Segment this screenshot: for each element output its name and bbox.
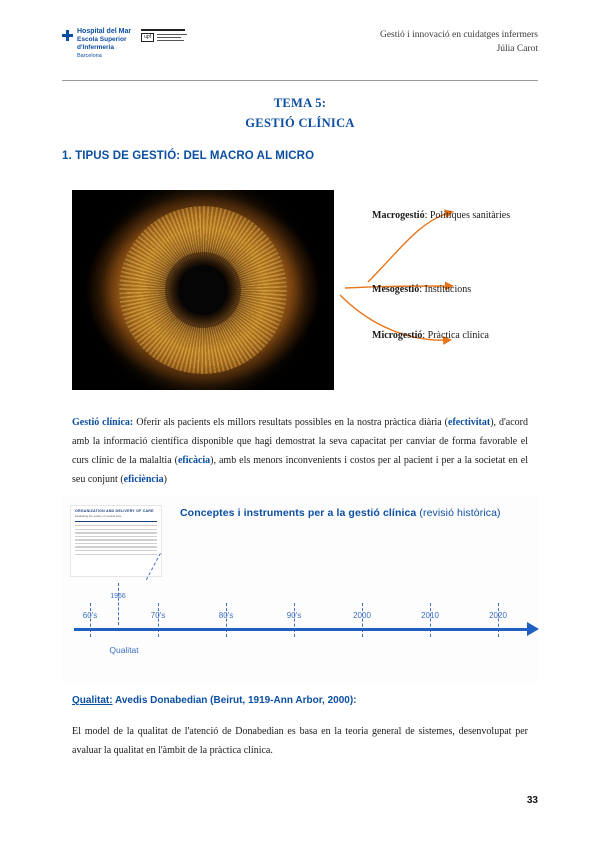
timeline-title-light: (revisió històrica) [419, 507, 501, 519]
timeline-tick-2010: 2010 [421, 611, 439, 620]
definition-rest-3: ), amb els menors inconvenients i costos per al pacient i per a la societat en el seu conjunt ( [72, 455, 528, 485]
qualitat-heading-rest: Avedis Donabedian (Beirut, 1919-Ann Arbor, 2000): [112, 695, 357, 706]
page-number: 33 [526, 795, 538, 806]
timeline-tick-mark-7 [498, 603, 499, 637]
timeline-axis-arrow-icon [527, 622, 539, 636]
timeline-tick-mark-4 [294, 603, 295, 637]
timeline-tick-90s: 90's [286, 611, 302, 620]
definition-hl-eficacia: eficàcia [177, 455, 211, 466]
timeline-figure [62, 497, 538, 682]
definition-hl-eficiencia: eficiència [123, 474, 164, 485]
definition-hl-efectivitat: efectivitat [448, 417, 491, 428]
page-title-line1: TEMA 5: [273, 96, 327, 110]
timeline-tick-70s: 70's [150, 611, 166, 620]
callout-macrogestio [372, 206, 542, 225]
timeline-axis [74, 628, 528, 631]
callout-mesogestio [372, 280, 542, 299]
definition-rest-4: ) [163, 474, 167, 485]
timeline-tick-mark-5 [362, 603, 363, 637]
page-title [62, 93, 538, 133]
hospital-logo-line4: Barcelona [77, 53, 102, 59]
section-heading: 1. TIPUS DE GESTIÓ: DEL MACRO AL MICRO [62, 150, 315, 162]
hospital-logo-line2: Escola Superior [77, 36, 127, 43]
thumbnail-rule [75, 521, 157, 522]
header-divider [62, 80, 538, 81]
hospital-logo-text [77, 28, 131, 60]
medical-cross-icon [62, 30, 73, 41]
hospital-del-mar-logo [62, 28, 131, 60]
header-author: Júlia Carot [496, 44, 538, 54]
thumbnail-body-lines [71, 525, 161, 555]
thumbnail-title: ORGANIZATION AND DELIVERY OF CARE [75, 509, 154, 513]
timeline-connector-1966 [118, 583, 119, 625]
callout-macrogestio-text: : Polítiques sanitàries [424, 210, 511, 221]
timeline-event-1966: 1966 [110, 593, 126, 600]
timeline-tick-mark-3 [226, 603, 227, 637]
iris [119, 206, 287, 374]
definition-rest-2: ), d'acord amb la informació científica disponible que hagi demostrat la seva capacitat per canviar de forma favorable el curs clínic de la malaltia ( [72, 417, 528, 466]
header-course-title: Gestió i innovació en cuidatges infermers [379, 30, 538, 40]
callout-microgestio-text: : Pràctica clínica [422, 330, 489, 341]
timeline-title [180, 507, 501, 519]
callout-microgestio-term: Microgestió [372, 330, 423, 341]
header-course-info [380, 28, 538, 56]
timeline-tick-mark-1 [90, 603, 91, 637]
eye-photo-figure [72, 190, 334, 390]
definition-paragraph [72, 413, 528, 489]
callout-mesogestio-term: Mesogestió [372, 284, 420, 295]
definition-lead: Gestió clínica: [72, 417, 134, 428]
upf-logo [141, 28, 187, 42]
timeline-tick-mark-2 [158, 603, 159, 637]
upf-logo-row [141, 33, 187, 42]
definition-rest-1: Oferir als pacients els millors resultats possibles en la nostra pràctica diària ( [133, 417, 449, 428]
callout-macrogestio-term: Macrogestió [372, 210, 425, 221]
page-header [62, 28, 538, 74]
upf-logo-bar [141, 29, 185, 31]
qualitat-heading-label: Qualitat: [72, 695, 113, 706]
timeline-tick-60s: 60's [82, 611, 98, 620]
upf-logo-caption [157, 34, 187, 42]
timeline-tick-mark-6 [430, 603, 431, 637]
qualitat-heading [72, 695, 528, 706]
timeline-tick-80s: 80's [218, 611, 234, 620]
callout-microgestio [372, 326, 542, 345]
upf-logo-mark: upf [141, 33, 154, 42]
timeline-tick-2020: 2020 [489, 611, 507, 620]
callout-mesogestio-text: : Institucions [419, 284, 472, 295]
institution-logos [62, 28, 187, 60]
pupil [178, 265, 228, 315]
hospital-logo-line3: d'Infermeria [77, 44, 114, 51]
timeline-tick-2000: 2000 [353, 611, 371, 620]
donabedian-article-thumbnail [70, 505, 162, 577]
qualitat-paragraph: El model de la qualitat de l'atenció de Donabedian es basa en la teoria general de sistemes, desenvolupat per avaluar la qualitat en l'àmbit de la pràctica clínica. [72, 726, 528, 756]
hospital-logo-line1: Hospital del Mar [77, 28, 132, 35]
thumbnail-subtitle: Evaluating the quality of medical care [75, 514, 122, 518]
timeline-label-qualitat: Qualitat [109, 645, 139, 655]
timeline-title-bold: Conceptes i instruments per a la gestió clínica [180, 507, 417, 519]
page-title-line2: GESTIÓ CLÍNICA [245, 116, 355, 130]
